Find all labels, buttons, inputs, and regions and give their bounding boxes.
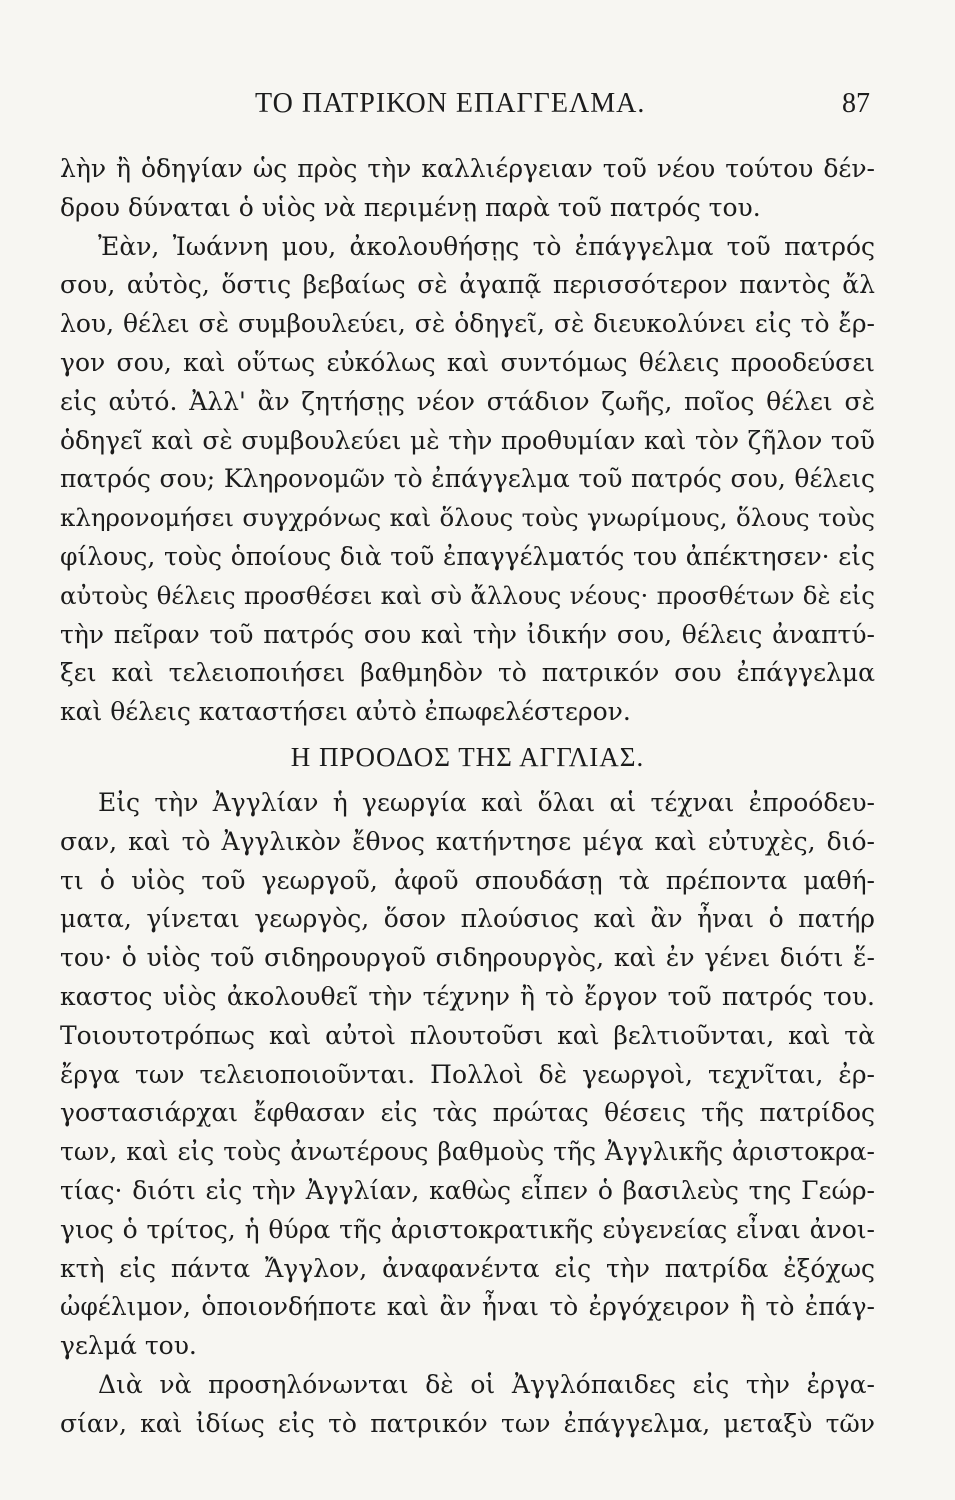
text-line: γον σου, καὶ οὕτως εὐκόλως καὶ συντόμως θέλεις προοδεύσει xyxy=(60,347,875,377)
text-line: λου, θέλει σὲ συμβουλεύει, σὲ ὁδηγεῖ, σὲ διευκολύνει εἰς τὸ ἔρ- xyxy=(60,309,875,339)
text-line: γιος ὁ τρίτος, ἡ θύρα τῆς ἀριστοκρατικῆς εὐγενείας εἶναι ἀνοι- xyxy=(60,1214,875,1244)
text-line: των, καὶ εἰς τοὺς ἀνωτέρους βαθμοὺς τῆς Ἀγγλικῆς ἀριστοκρα- xyxy=(60,1137,875,1167)
text-line: κτὴ εἰς πάντα Ἄγγλον, ἀναφανέντα εἰς τὴν πατρίδα ἐξόχως xyxy=(60,1253,875,1283)
text-line: καστος υἱὸς ἀκολουθεῖ τὴν τέχνην ἢ τὸ ἔργον τοῦ πατρός του. xyxy=(60,981,875,1011)
text-line: εἰς αὐτό. Ἀλλ' ἂν ζητήσῃς νέον στάδιον ζωῆς, ποῖος θέλει σὲ xyxy=(60,386,875,416)
text-line: σαν, καὶ τὸ Ἀγγλικὸν ἔθνος κατήντησε μέγα καὶ εὐτυχὲς, διό- xyxy=(60,826,875,856)
text-line: γελμά του. xyxy=(60,1331,197,1361)
text-line: σίαν, καὶ ἰδίως εἰς τὸ πατρικόν των ἐπάγγελμα, μεταξὺ τῶν xyxy=(60,1408,875,1438)
text-line: φίλους, τοὺς ὁποίους διὰ τοῦ ἐπαγγέλματός του ἀπέκτησεν· εἰς xyxy=(60,541,875,571)
text-line: Εἰς τὴν Ἀγγλίαν ἡ γεωργία καὶ ὅλαι αἱ τέχναι ἐπροόδευ- xyxy=(98,787,875,817)
running-head xyxy=(80,88,870,128)
page-number: 87 xyxy=(842,88,870,119)
text-line: ξει καὶ τελειοποιήσει βαθμηδὸν τὸ πατρικόν σου ἐπάγγελμα xyxy=(60,658,875,688)
text-line: καὶ θέλεις καταστήσει αὐτὸ ἐπωφελέστερον. xyxy=(60,697,631,727)
text-line: Ἐὰν, Ἰωάννη μου, ἀκολουθήσῃς τὸ ἐπάγγελμα τοῦ πατρός xyxy=(98,231,875,261)
text-line: αὐτοὺς θέλεις προσθέσει καὶ σὺ ἄλλους νέους· προσθέτων δὲ εἰς xyxy=(60,580,875,610)
text-line: ματα, γίνεται γεωργὸς, ὅσον πλούσιος καὶ ἂν ἦναι ὁ πατήρ xyxy=(60,904,875,934)
text-line: Τοιουτοτρόπως καὶ αὐτοὶ πλουτοῦσι καὶ βελτιοῦνται, καὶ τὰ xyxy=(60,1020,875,1050)
text-line: σου, αὐτὸς, ὅστις βεβαίως σὲ ἀγαπᾷ περισσότερον παντὸς ἄλ xyxy=(60,270,875,300)
text-line: κληρονομήσει συγχρόνως καὶ ὅλους τοὺς γνωρίμους, ὅλους τοὺς xyxy=(60,503,875,533)
text-line: πατρός σου; Κληρονομῶν τὸ ἐπάγγελμα τοῦ πατρός σου, θέλεις xyxy=(60,464,875,494)
text-line: δρου δύναται ὁ υἱὸς νὰ περιμένῃ παρὰ τοῦ πατρός του. xyxy=(60,192,761,222)
text-line: λὴν ἢ ὁδηγίαν ὡς πρὸς τὴν καλλιέργειαν τοῦ νέου τούτου δέν- xyxy=(60,154,875,183)
paragraph-block-1 xyxy=(60,150,875,732)
text-line: Διὰ νὰ προσηλόνωνται δὲ οἱ Ἀγγλόπαιδες εἰς τὴν ἐργα- xyxy=(98,1369,875,1399)
text-line: ὠφέλιμον, ὁποιονδήποτε καὶ ἂν ἦναι τὸ ἐργόχειρον ἢ τὸ ἐπάγ- xyxy=(60,1292,875,1322)
text-line: τι ὁ υἱὸς τοῦ γεωργοῦ, ἀφοῦ σπουδάσῃ τὰ πρέποντα μαθή- xyxy=(60,865,875,895)
running-title: ΤΟ ΠΑΤΡΙΚΟΝ ΕΠΑΓΓΕΛΜΑ. xyxy=(255,88,646,119)
paragraph-block-2 xyxy=(60,784,875,1444)
text-line: ἔργα των τελειοποιοῦνται. Πολλοὶ δὲ γεωργοὶ, τεχνῖται, ἐρ- xyxy=(60,1059,875,1089)
text-line: τίας· διότι εἰς τὴν Ἀγγλίαν, καθὼς εἶπεν ὁ βασιλεὺς της Γεώρ- xyxy=(60,1175,875,1205)
text-line: του· ὁ υἱὸς τοῦ σιδηρουργοῦ σιδηρουργὸς, καὶ ἐν γένει διότι ἕ- xyxy=(60,943,875,973)
body-text xyxy=(60,150,875,1444)
text-line: τὴν πεῖραν τοῦ πατρός σου καὶ τὴν ἰδικήν σου, θέλεις ἀναπτύ- xyxy=(60,619,875,649)
section-heading: Η ΠΡΟΟΔΟΣ ΤΗΣ ΑΓΓΛΙΑΣ. xyxy=(290,741,645,772)
text-line: ὁδηγεῖ καὶ σὲ συμβουλεύει μὲ τὴν προθυμίαν καὶ τὸν ζῆλον τοῦ xyxy=(60,425,875,455)
text-line: γοστασιάρχαι ἔφθασαν εἰς τὰς πρώτας θέσεις τῆς πατρίδος xyxy=(60,1098,875,1128)
